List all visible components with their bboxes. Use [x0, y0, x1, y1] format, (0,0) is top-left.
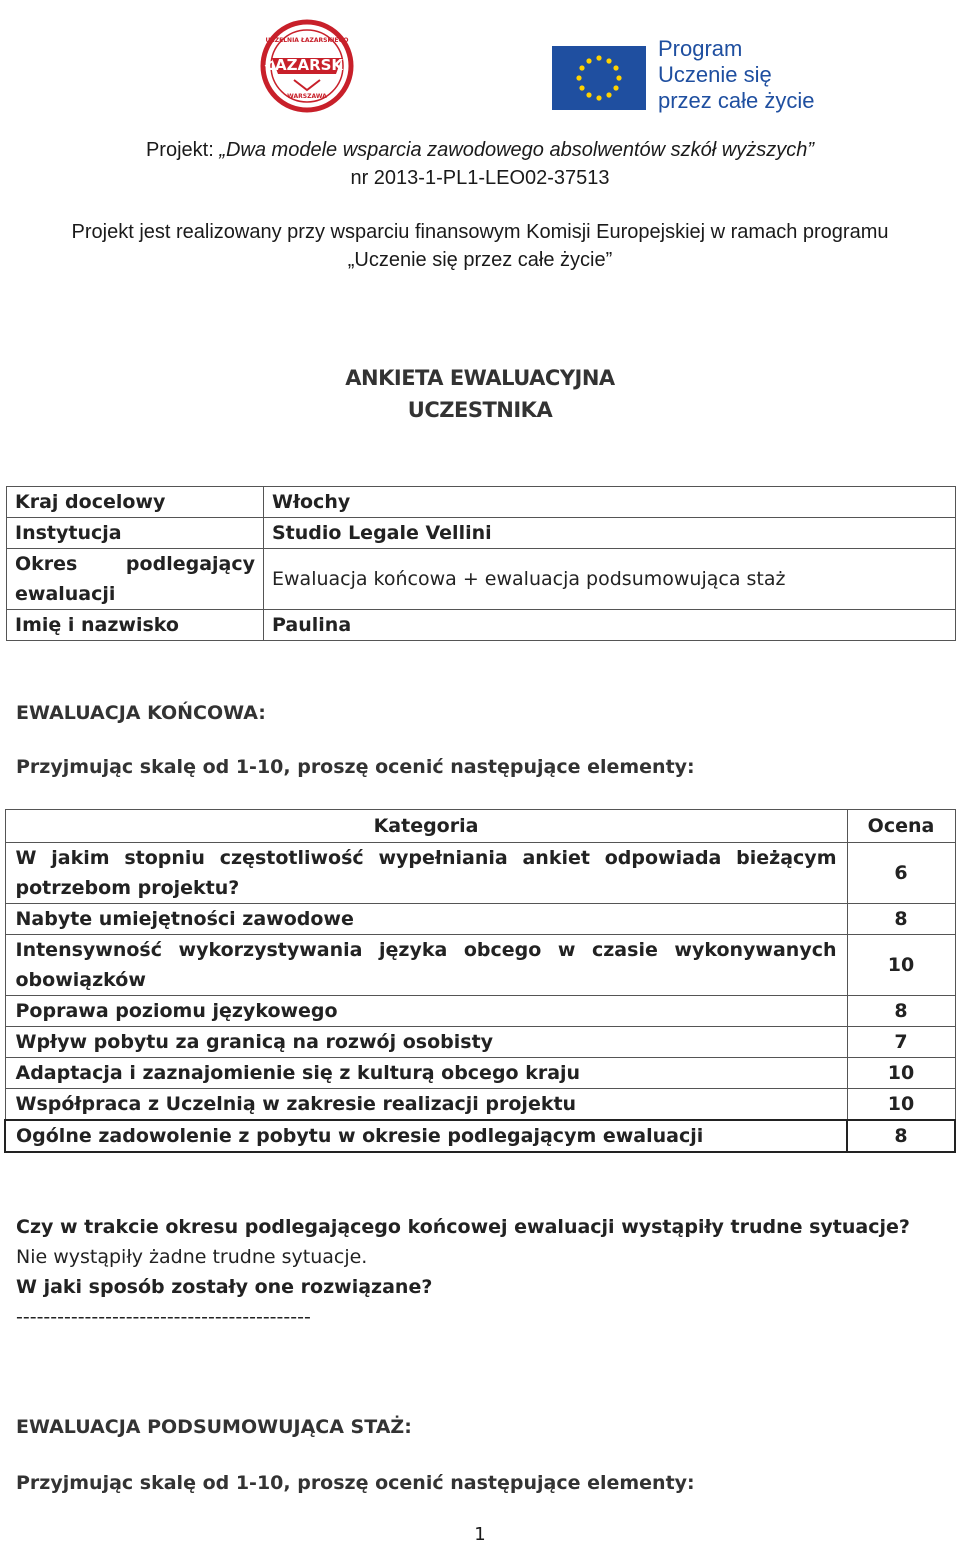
lazarski-bottom-text: WARSZAWA [287, 93, 327, 100]
info-row [7, 610, 956, 641]
info-row [7, 487, 956, 518]
info-value: Ewaluacja końcowa + ewaluacja podsumowująca staż [264, 549, 956, 610]
table-row [5, 935, 955, 996]
category-cell: Poprawa poziomu językowego [5, 996, 847, 1027]
score-cell: 10 [847, 1089, 955, 1121]
lazarski-top-text: UCZELNIA ŁAZARSKIEGO [265, 37, 349, 44]
category-cell: Ogólne zadowolenie z pobytu w okresie podlegającym ewaluacji [5, 1120, 847, 1152]
info-value: Włochy [264, 487, 956, 518]
info-label: Okres podlegający ewaluacji [7, 549, 264, 610]
score-cell: 6 [847, 843, 955, 904]
category-cell: Intensywność wykorzystywania języka obcego w czasie wykonywanych obowiązków [5, 935, 847, 996]
title-line-1: ANKIETA EWALUACYJNA [345, 366, 615, 390]
table-row [5, 1027, 955, 1058]
info-value: Paulina [264, 610, 956, 641]
column-header-category: Kategoria [5, 810, 847, 843]
project-prefix: Projekt: [145, 139, 220, 161]
category-cell: Nabyte umiejętności zawodowe [5, 904, 847, 935]
info-label: Kraj docelowy [7, 487, 264, 518]
final-eval-table [4, 809, 956, 1153]
eu-line-2: Uczenie się [658, 62, 772, 87]
info-label: Imię i nazwisko [7, 610, 264, 641]
lazarski-logo [244, 18, 370, 118]
info-row [7, 549, 956, 610]
category-cell: Adaptacja i zaznajomienie się z kulturą obcego kraju [5, 1058, 847, 1089]
score-cell: 8 [847, 904, 955, 935]
score-cell: 8 [847, 1120, 955, 1152]
category-cell: W jakim stopniu częstotliwość wypełniania ankiet odpowiada bieżącym potrzebom projektu? [5, 843, 847, 904]
info-label: Instytucja [7, 518, 264, 549]
final-eval-instruction: Przyjmując skalę od 1-10, proszę ocenić następujące elementy: [16, 756, 695, 778]
table-row [5, 1120, 955, 1152]
summary-eval-heading: EWALUACJA PODSUMOWUJĄCA STAŻ: [16, 1416, 412, 1438]
project-name: „Dwa modele wsparcia zawodowego absolwentów szkół wyższych” [219, 139, 815, 161]
answer-resolution: ------------------------------------------- [16, 1306, 311, 1328]
funding-line-2: „Uczenie się przez całe życie” [347, 249, 613, 271]
answer-difficult-situations: Nie wystąpiły żadne trudne sytuacje. [16, 1246, 368, 1268]
table-row [5, 996, 955, 1027]
title-line-2: UCZESTNIKA [407, 398, 553, 422]
table-row [5, 904, 955, 935]
summary-eval-instruction: Przyjmując skalę od 1-10, proszę ocenić następujące elementy: [16, 1472, 695, 1494]
project-header [0, 136, 960, 192]
category-cell: Wpływ pobytu za granicą na rozwój osobisty [5, 1027, 847, 1058]
header-logos [0, 18, 960, 118]
page-number: 1 [474, 1524, 486, 1545]
project-funding [0, 218, 960, 274]
eu-line-1: Program [658, 36, 743, 61]
info-value: Studio Legale Vellini [264, 518, 956, 549]
score-cell: 8 [847, 996, 955, 1027]
score-cell: 10 [847, 1058, 955, 1089]
column-header-score: Ocena [847, 810, 955, 843]
funding-line-1: Projekt jest realizowany przy wsparciu finansowym Komisji Europejskiej w ramach programu [71, 221, 889, 243]
lazarski-main-text: ŁAZARSKI [265, 56, 349, 74]
score-cell: 7 [847, 1027, 955, 1058]
question-difficult-situations: Czy w trakcie okresu podlegającego końcowej ewaluacji wystąpiły trudne sytuacje? [16, 1216, 910, 1238]
table-row [5, 1058, 955, 1089]
eu-program-text [658, 36, 815, 114]
document-title [0, 362, 960, 426]
table-row [5, 843, 955, 904]
final-eval-heading: EWALUACJA KOŃCOWA: [16, 702, 266, 724]
table-header-row [5, 810, 955, 843]
question-resolution: W jaki sposób zostały one rozwiązane? [16, 1276, 433, 1298]
participant-info-table [6, 486, 956, 641]
score-cell: 10 [847, 935, 955, 996]
project-number: nr 2013-1-PL1-LEO02-37513 [350, 167, 610, 189]
project-title-line [0, 136, 960, 164]
eu-line-3: przez całe życie [658, 88, 815, 113]
eu-program-logo [552, 28, 842, 113]
table-row [5, 1089, 955, 1121]
category-cell: Współpraca z Uczelnią w zakresie realizacji projektu [5, 1089, 847, 1121]
eu-flag-icon [552, 46, 646, 110]
info-row [7, 518, 956, 549]
